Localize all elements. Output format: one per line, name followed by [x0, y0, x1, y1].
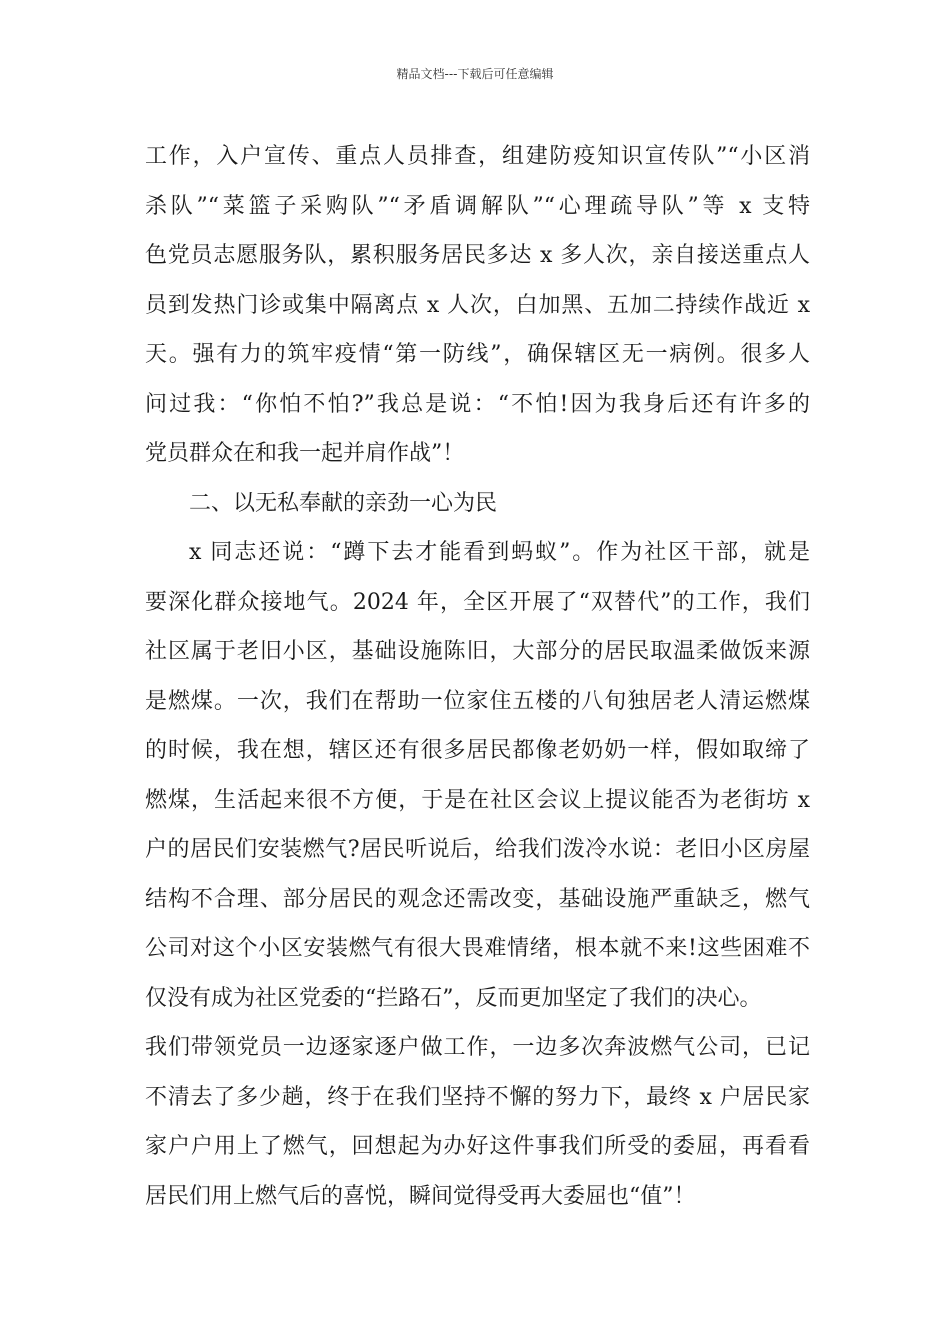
text-line: 我们带领党员一边逐家逐户做工作，一边多次奔波燃气公司，已记 — [145, 1035, 810, 1060]
text-line: 员到发热门诊或集中隔离点 x 人次，白加黑、五加二持续作战近 x — [145, 292, 810, 318]
text-line: 党员群众在和我一起并肩作战”！ — [145, 441, 465, 466]
text-line: 色党员志愿服务队，累积服务居民多达 x 多人次，亲自接送重点人 — [145, 243, 810, 268]
text-line: 户的居民们安装燃气?居民听说后，给我们泼冷水说：老旧小区房屋 — [145, 837, 810, 862]
text-line: 是燃煤。一次，我们在帮助一位家住五楼的八旬独居老人清运燃煤 — [145, 688, 810, 714]
text-line: 杀队”“菜篮子采购队”“矛盾调解队”“心理疏导队”等 x 支特 — [145, 193, 810, 219]
text-line: 不清去了多少趟，终于在我们坚持不懈的努力下，最终 x 户居民家 — [145, 1084, 810, 1110]
text-line: 居民们用上燃气后的喜悦，瞬间觉得受再大委屈也“值”！ — [145, 1183, 696, 1209]
text-line: x 同志还说：“蹲下去才能看到蚂蚁”。作为社区干部，就是 — [189, 540, 810, 565]
text-line: 燃煤，生活起来很不方便，于是在社区会议上提议能否为老街坊 x — [145, 787, 810, 813]
text-line: 家户户用上了燃气，回想起为办好这件事我们所受的委屈，再看看 — [145, 1134, 810, 1159]
text-line: 要深化群众接地气。2024 年，全区开展了“双替代”的工作，我们 — [145, 589, 810, 615]
section-heading: 二、以无私奉献的亲劲一心为民 — [189, 490, 498, 516]
text-line: 社区属于老旧小区，基础设施陈旧，大部分的居民取温柔做饭来源 — [145, 639, 810, 664]
text-line: 结构不合理、部分居民的观念还需改变，基础设施严重缺乏，燃气 — [145, 886, 810, 912]
text-line: 公司对这个小区安装燃气有很大畏难情绪，根本就不来!这些困难不 — [145, 936, 810, 961]
page-header: 精品文档---下载后可任意编辑 — [396, 67, 554, 81]
text-line: 的时候，我在想，辖区还有很多居民都像老奶奶一样，假如取缔了 — [145, 738, 810, 763]
text-line: 工作，入户宣传、重点人员排查，组建防疫知识宣传队”“小区消 — [145, 144, 810, 169]
document-body — [145, 132, 810, 1221]
text-line: 问过我：“你怕不怕?”我总是说：“不怕!因为我身后还有许多的 — [145, 391, 810, 417]
text-line: 天。强有力的筑牢疫情“第一防线”，确保辖区无一病例。很多人 — [145, 342, 810, 367]
text-line: 仅没有成为社区党委的“拦路石”，反而更加坚定了我们的决心。 — [145, 985, 762, 1011]
